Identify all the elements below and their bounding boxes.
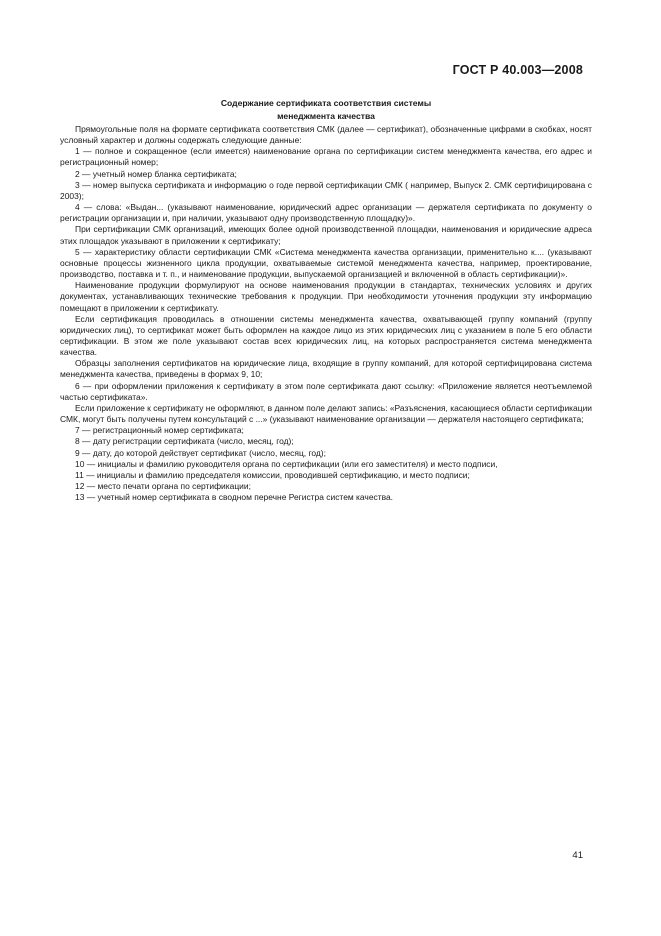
paragraph: 10 — инициалы и фамилию руководителя органа по сертификации (или его заместителя) и место подписи, <box>75 458 498 469</box>
paragraph: При сертификации СМК организаций, имеющих более одной производственной площадки, наименования и юридические адреса этих площадок указывают в приложении к сертификату; <box>60 224 592 246</box>
paragraph: 5 — характеристику области сертификации СМК «Система менеджмента качества организации, применительно к.... (указывают основные процессы жизненного цикла продукции, охватываемые системой менеджмента качества, например, проектирование, производство, поставка и т. п., и наименование продукции, выпускаемой организацией и включенной в область сертификации)». <box>60 246 592 280</box>
paragraph: Прямоугольные поля на формате сертификата соответствия СМК (далее — сертификат), обозначенные цифрами в скобках, носят условный характер и должны содержать следующие данные: <box>60 124 592 146</box>
section-title-line-1: Содержание сертификата соответствия системы <box>220 98 432 108</box>
paragraph: 13 — учетный номер сертификата в сводном перечне Регистра систем качества. <box>75 492 394 503</box>
paragraph: 6 — при оформлении приложения к сертификату в этом поле сертификата дают ссылку: «Приложение является неотъемлемой частью сертификата». <box>60 380 592 402</box>
page-number: 41 <box>572 850 583 861</box>
paragraph: Наименование продукции формулируют на основе наименования продукции в стандартах, технических условиях и других документах, устанавливающих технические требования к продукции. При необходимости уточнения продукции эту информацию помещают в приложении к сертификату. <box>60 280 592 313</box>
paragraph: 3 — номер выпуска сертификата и информацию о годе первой сертификации СМК ( например, Выпуск 2. СМК сертифицирована с 2003); <box>60 179 592 201</box>
paragraph: 12 — место печати органа по сертификации; <box>75 481 251 491</box>
paragraph: Если приложение к сертификату не оформляют, в данном поле делают запись: «Разъяснения, касающиеся области сертификации СМК, могут быть получены путем консультаций с ...» (указывают наименование организации — держателя настоящего сертификата; <box>60 402 592 425</box>
paragraph: 9 — дату, до которой действует сертификат (число, месяц, год); <box>75 447 326 458</box>
paragraph: 8 — дату регистрации сертификата (число, месяц, год); <box>75 436 294 447</box>
paragraph: Образцы заполнения сертификатов на юридические лица, входящие в группу компаний, для которой сертифицирована система менеджмента качества, приведены в формах 9, 10; <box>60 358 592 380</box>
section-title-line-2: менеджмента качества <box>277 111 375 121</box>
section-title <box>60 97 592 123</box>
paragraph: 4 — слова: «Выдан... (указывают наименование, юридический адрес организации — держателя сертификата по документу о регистрации организации и, при наличии, указывают одну производственную площадку)». <box>60 202 592 224</box>
paragraph: Если сертификация проводилась в отношении системы менеджмента качества, охватывающей группу компаний (группу юридических лиц), то сертификат может быть оформлен на каждое лицо из этих юридических лиц с указанием в поле 5 его области сертификации. В этом же поле указывают состав всех юридических лиц, на которых распространяется система менеджмента качества. <box>60 313 592 358</box>
paragraph: 7 — регистрационный номер сертификата; <box>75 425 244 436</box>
paragraph: 11 — инициалы и фамилию председателя комиссии, проводившей сертификацию, и место подписи; <box>75 469 470 480</box>
body-text <box>60 124 592 503</box>
document-number: ГОСТ Р 40.003—2008 <box>452 63 583 77</box>
paragraph: 2 — учетный номер бланка сертификата; <box>75 168 237 179</box>
paragraph: 1 — полное и сокращенное (если имеется) наименование органа по сертификации систем менеджмента качества, его адрес и регистрационный номер; <box>60 146 592 168</box>
